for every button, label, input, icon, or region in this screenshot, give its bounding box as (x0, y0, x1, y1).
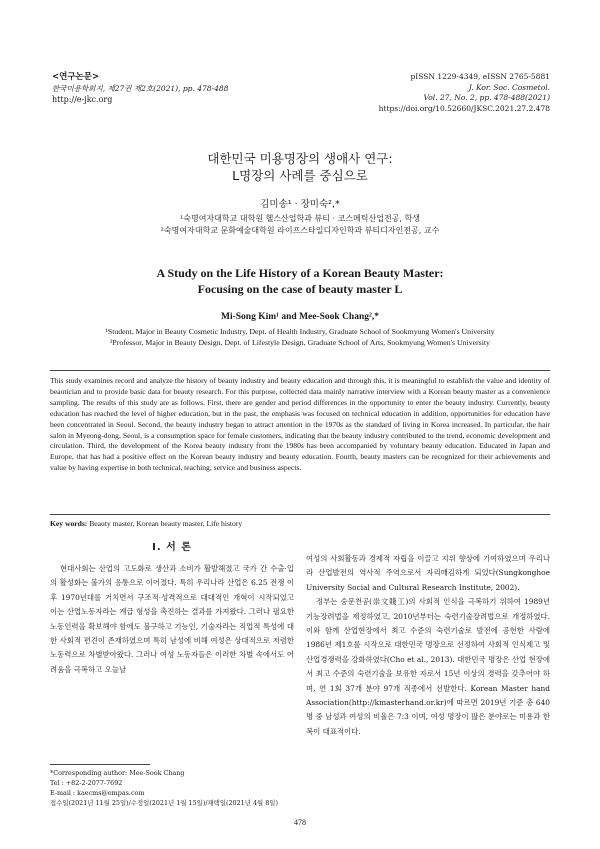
korean-affiliation-1: ¹숙명여자대학교 대학원 헬스산업학과 뷰티 · 코스메틱산업전공, 학생 (180, 214, 420, 223)
english-authors: Mi-Song Kim¹ and Mee-Sook Chang²,* (221, 312, 379, 322)
doi-link[interactable]: https://doi.org/10.52660/JKSC.2021.27.2.478 (378, 103, 550, 113)
page-number: 478 (294, 818, 306, 827)
issn: pISSN 1229-4349, eISSN 2765-5881 (410, 72, 550, 81)
english-title (0, 265, 600, 297)
journal-header-left (52, 72, 228, 105)
keywords (50, 519, 550, 528)
abstract-top-rule (50, 370, 550, 371)
korean-affiliation-2: ²숙명여자대학교 문화예술대학원 라이프스타일디자인학과 뷰티디자인전공, 교수 (160, 226, 440, 235)
abstract-bottom-rule (50, 514, 550, 515)
keywords-label: Key words: (50, 519, 88, 528)
body-column-left (50, 540, 294, 677)
english-title-line1: A Study on the Life History of a Korean Beauty Master: (156, 266, 444, 280)
english-affiliation-1: ¹Student, Major in Beauty Cosmetic Industry, Dept. of Health Industry, Graduate School of Sookmyung Women's University (105, 327, 495, 336)
body-paragraph: 정부는 숭문천공(崇文賤工)의 사회적 인식을 극복하기 위하여 1989년 기능장려법을 제정하였고, 2010년부터는 숙련기술장려법으로 개정하였다. 이와 함께 산업현장에서 최고 수준의 숙련기술로 발전에 공헌한 사람에 1986년 제1호를 시작으로 대한민국 명장으로 선정하여 사회적 인식제고 및 산업경쟁력을 강화하였다(Cho et al., 2013). 대한민국 명장은 산업 현장에서 최고 수준의 숙련기술을 보유한 자로서 15년 이상의 경력을 갖추어야 하며, 연 1회 37개 분야 97개 직종에서 선발한다. Korean Master hand Association(http://kmasterhand.or.kr)에 따르면 2019년 기준 총 640명 중 남성과 여성의 비율은 7:3 이며, 여성 명장이 많은 분야로는 미용과 한복이 대표적이다. (306, 597, 550, 736)
english-affiliation-2: ²Professor, Major in Beauty Design, Dept. of Lifestyle Design, Graduate School of Arts, Sookmyung Women's University (110, 338, 490, 347)
korean-title-line2: L명장의 사례를 중심으로 (232, 168, 368, 183)
abstract-text: This study examines record and analyze the history of beauty industry and beauty education and through this, it is meaningful to establish the value and identity of beautician and to provide basic data for beauty research. For this purpose, collected data mainly narrative interview with a Korean beauty master as a convenience sampling. The results of this study are as follows. First, there are gender and period differences in the opportunity to enter the beauty industry. Currently, beauty education has reached the level of higher education, but in the past, the emphasis was focused on technical education in addition, opportunities for education have been concentrated in Seoul. Second, the beauty industry began to attract attention in the 1970s as the standard of living in Korea increased. In particular, the hair salon in Myeong-dong, Seoul, is a consumption space for female customers, indicating that the beauty industry contributed to the trend, economic development and circulation. Third, the development of the Korea beauty industry from the 1980s has been accompanied by voluntary beauty education. Educated in Japan and Europe, that has had a positive effect on the Korean beauty industry and beauty education. Fourth, beauty masters can be recognized for their achievements and value by having expertise in both technical, teaching, service and business aspects. (50, 376, 550, 473)
footnote-rule (50, 764, 150, 765)
english-title-line2: Focusing on the case of beauty master L (197, 282, 403, 296)
article-type-tag: <연구논문> (52, 72, 100, 82)
author-phone: Tel : +82-2-2077-7692 (50, 779, 123, 787)
korean-title (0, 150, 600, 184)
journal-url[interactable]: http://e-jkc.org (52, 95, 113, 104)
corresponding-author: *Corresponding author: Mee-Sook Chang (50, 769, 185, 777)
body-paragraph-continued: 여성의 사회활동과 경제적 자립을 이끌고 지위 향상에 기여하였으며 우리나라 산업발전의 역사적 주역으로서 자리매김하게 되었다(Sungkonghoe University Social and Cultural Research Institute, 2002). (306, 554, 550, 592)
korean-title-line1: 대한민국 미용명장의 생애사 연구: (207, 151, 393, 166)
journal-header-right (379, 72, 550, 114)
korean-affiliations (0, 213, 600, 237)
volume-info: Vol. 27, No. 2, pp. 478-488(2021) (423, 93, 550, 102)
journal-name-english: J. Kor. Soc. Cosmetol. (468, 82, 550, 92)
body-column-right (306, 552, 550, 739)
journal-citation-korean: 한국미용학회지, 제27권 제2호(2021), pp. 478-488 (52, 84, 229, 93)
body-paragraph: 현대사회는 산업의 고도화로 생산과 소비가 활발해졌고 국가 간 수출·입의 활성화는 불가의 응통으로 이어졌다. 특히 우리나라 산업은 6.25 전쟁 이후 1970년대를 거치면서 구조적·성격적으로 대대적인 개혁이 시작되었고 이는 산업노동자라는 계급 형성을 촉진하는 결과를 가져왔다. 그러나 필요한 노동인력을 확보해야 함에도 불구하고 기능인, 기술자라는 직업적 특성에 대한 사회적 편견이 존재하였으며 특히 남성에 비해 여성은 상대적으로 저렴한 노동력으로 차별받아왔다. 그러나 여성 노동자들은 이러한 차별 속에서도 어려움을 극복하고 오늘날 (50, 564, 294, 674)
submission-dates: 접수일(2021년 11월 25일)/수정일(2021년 1월 15일)/채택일(2021년 4월 8일) (50, 799, 278, 807)
author-email[interactable]: E-mail : kaecms@empas.com (50, 789, 145, 797)
korean-authors: 김미송¹ · 장미숙²,* (260, 199, 340, 210)
section-heading-introduction: I. 서 론 (152, 542, 192, 553)
footnotes (50, 768, 300, 808)
english-affiliations (0, 326, 600, 348)
keywords-text: Beauty master, Korean beauty master, Life history (87, 519, 243, 528)
